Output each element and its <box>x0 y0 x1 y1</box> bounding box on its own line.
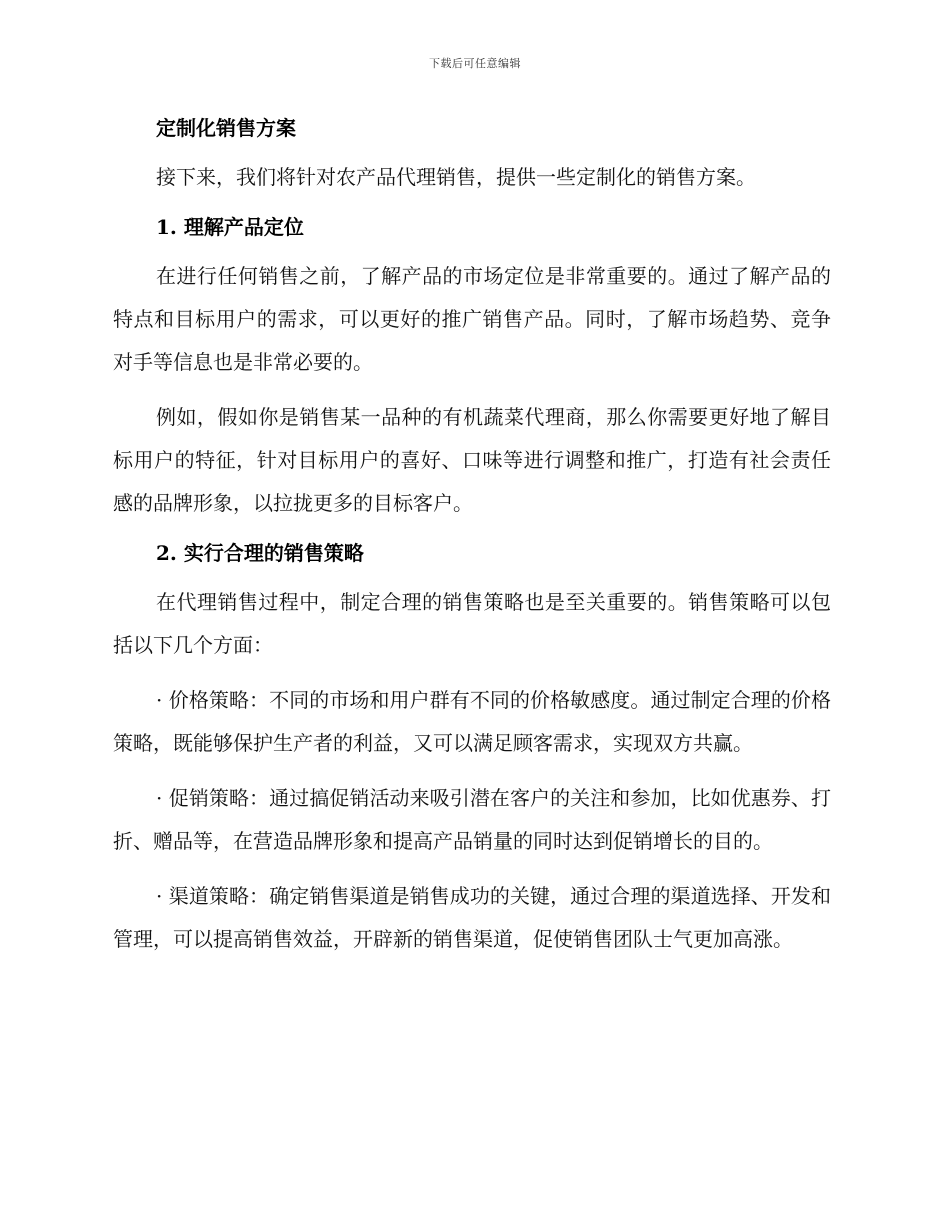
section1-paragraph-1: 在进行任何销售之前，了解产品的市场定位是非常重要的。通过了解产品的特点和目标用户的需求，可以更好的推广销售产品。同时，了解市场趋势、竞争对手等信息也是非常必要的。 <box>113 264 831 374</box>
bullet-price-strategy: · 价格策略：不同的市场和用户群有不同的价格敏感度。通过制定合理的价格策略，既能够保护生产者的利益，又可以满足顾客需求，实现双方共赢。 <box>113 688 831 755</box>
section2-intro: 在代理销售过程中，制定合理的销售策略也是至关重要的。销售策略可以包括以下几个方面： <box>113 590 831 657</box>
bullet-channel-strategy: · 渠道策略：确定销售渠道是销售成功的关键，通过合理的渠道选择、开发和管理，可以提高销售效益，开辟新的销售渠道，促使销售团队士气更加高涨。 <box>113 884 831 951</box>
document-body <box>113 110 831 961</box>
bullet-promotion-strategy: · 促销策略：通过搞促销活动来吸引潜在客户的关注和参加，比如优惠券、打折、赠品等，在营造品牌形象和提高产品销量的同时达到促销增长的目的。 <box>113 786 831 853</box>
intro-paragraph: 接下来，我们将针对农产品代理销售，提供一些定制化的销售方案。 <box>156 165 756 189</box>
section2-heading: 2. 实行合理的销售策略 <box>156 541 364 565</box>
document-title: 定制化销售方案 <box>156 116 296 140</box>
section1-heading: 1. 理解产品定位 <box>156 215 304 239</box>
section1-paragraph-2: 例如，假如你是销售某一品种的有机蔬菜代理商，那么你需要更好地了解目标用户的特征，针对目标用户的喜好、口味等进行调整和推广，打造有社会责任感的品牌形象，以拉拢更多的目标客户。 <box>113 405 831 515</box>
header-note: 下载后可任意编辑 <box>429 57 521 70</box>
